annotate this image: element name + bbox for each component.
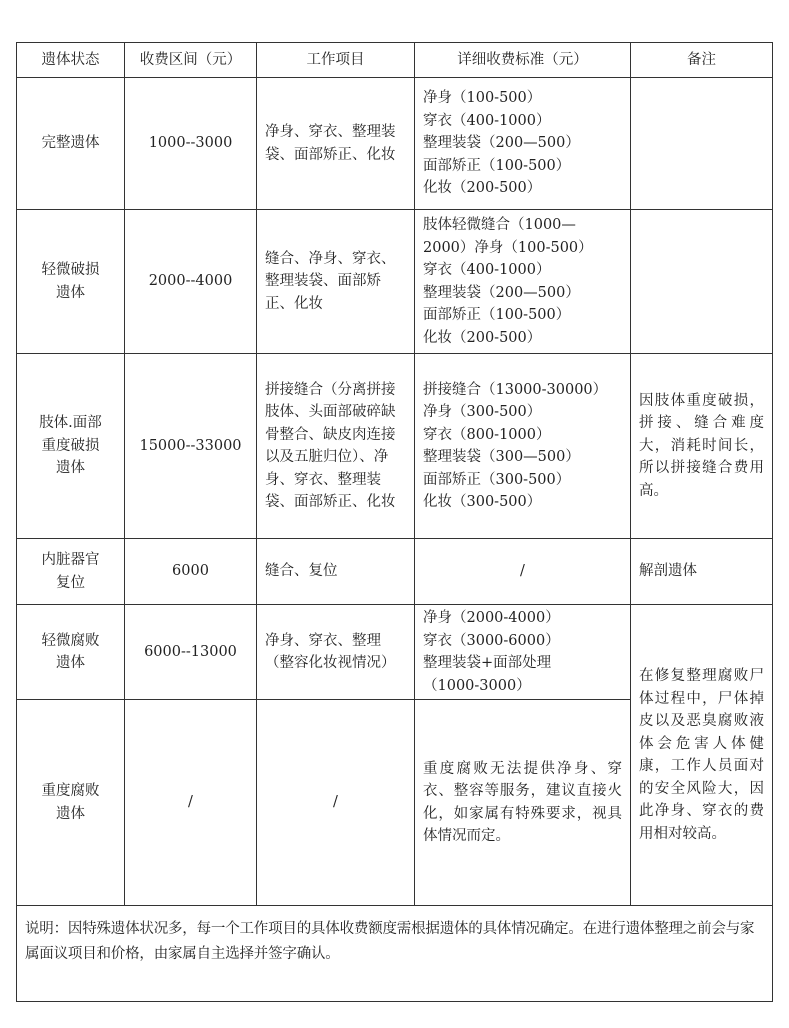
- note-text: 在修复整理腐败尸体过程中，尸体掉皮以及恶臭腐败液体会危害人体健康，工作人员面对的安全风险大，因此净身、穿衣的费用相对较高。: [639, 668, 764, 842]
- status-cell: [17, 539, 125, 605]
- status-line: 轻微腐败: [41, 632, 100, 649]
- work-cell: [257, 354, 415, 539]
- status-line: 轻微破损: [41, 262, 100, 278]
- standard-line: 整理装袋（200—500）: [423, 284, 580, 301]
- standard-line: 净身（2000-4000）: [423, 610, 560, 626]
- standard-line: 整理装袋+面部处理: [423, 655, 552, 671]
- status-line: 遗体: [56, 460, 85, 477]
- status-cell: [17, 605, 125, 700]
- standard-text: 重度腐败无法提供净身、穿衣、整容等服务，建议直接火化，如家属有特殊要求，视具体情况而定。: [423, 760, 622, 844]
- table-row: [17, 354, 773, 539]
- standard-line: 穿衣（400-1000）: [423, 112, 551, 129]
- standard-line: 净身（100-500）: [423, 90, 542, 107]
- standard-line: 穿衣（3000-6000）: [423, 632, 560, 649]
- header-status: 遗体状态: [17, 43, 125, 78]
- work-cell: /: [257, 700, 415, 906]
- status-cell: [17, 354, 125, 539]
- standard-line: 穿衣（400-1000）: [423, 262, 551, 278]
- header-range: 收费区间（元）: [125, 43, 257, 78]
- note-cell: [631, 354, 773, 539]
- standard-cell: /: [415, 539, 631, 605]
- range-cell: /: [125, 700, 257, 906]
- status-line: 肢体.面部: [39, 415, 102, 432]
- work-cell: [257, 78, 415, 210]
- work-text: 拼接缝合（分离拼接肢体、头面部破碎缺骨整合、缺皮肉连接以及五脏归位）、净身、穿衣、整理装袋、面部矫正、化妆: [265, 381, 396, 510]
- header-row: [17, 43, 773, 78]
- note-text: 因肢体重度破损，拼接、缝合难度大，消耗时间长，所以拼接缝合费用高。: [639, 392, 764, 499]
- footer-note: 说明：因特殊遗体状况多，每一个工作项目的具体收费额度需根据遗体的具体情况确定。在进行遗体整理之前会与家属面议项目和价格，由家属自主选择并签字确认。: [25, 920, 755, 962]
- work-cell: [257, 210, 415, 354]
- note-cell: [631, 605, 773, 906]
- header-standard: 详细收费标准（元）: [415, 43, 631, 78]
- standard-cell: [415, 700, 631, 906]
- standard-line: （1000-3000）: [423, 677, 531, 694]
- standard-line: 化妆（300-500）: [423, 494, 542, 510]
- range-cell: 1000--3000: [125, 78, 257, 210]
- standard-line: 穿衣（800-1000）: [423, 426, 551, 443]
- header-note: 备注: [631, 43, 773, 78]
- note-cell: [631, 210, 773, 354]
- table-row: [17, 78, 773, 210]
- note-cell: 解剖遗体: [631, 539, 773, 605]
- work-cell: 缝合、复位: [257, 539, 415, 605]
- table-row: [17, 605, 773, 700]
- status-line: 遗体: [56, 805, 85, 822]
- work-text: 净身、穿衣、整理（整容化妆视情况）: [265, 632, 396, 671]
- status-line: 完整遗体: [41, 135, 100, 152]
- range-cell: 15000--33000: [125, 354, 257, 539]
- standard-line: 净身（300-500）: [423, 404, 542, 420]
- status-cell: [17, 78, 125, 210]
- standard-line: 整理装袋（200—500）: [423, 135, 580, 152]
- header-work: 工作项目: [257, 43, 415, 78]
- standard-line: 面部矫正（100-500）: [423, 307, 571, 323]
- status-cell: [17, 210, 125, 354]
- work-text: 净身、穿衣、整理装袋、面部矫正、化妆: [265, 124, 396, 163]
- status-line: 遗体: [56, 655, 85, 671]
- fee-table: [16, 42, 773, 1002]
- status-line: 复位: [56, 574, 85, 591]
- work-cell: [257, 605, 415, 700]
- status-line: 内脏器官: [41, 552, 100, 568]
- standard-line: 肢体轻微缝合（1000—: [423, 217, 576, 233]
- standard-line: 拼接缝合（13000-30000）: [423, 381, 608, 398]
- status-line: 遗体: [56, 284, 85, 301]
- table-row: [17, 539, 773, 605]
- work-text: 缝合、净身、穿衣、整理装袋、面部矫正、化妆: [265, 250, 396, 312]
- standard-cell: [415, 605, 631, 700]
- standard-cell: [415, 210, 631, 354]
- standard-line: 面部矫正（300-500）: [423, 471, 571, 488]
- status-line: 重度破损: [41, 437, 100, 454]
- table-row: [17, 210, 773, 354]
- standard-line: 2000）净身（100-500）: [423, 239, 593, 256]
- footer-row: [17, 906, 773, 1002]
- range-cell: 6000: [125, 539, 257, 605]
- standard-cell: [415, 78, 631, 210]
- range-cell: 2000--4000: [125, 210, 257, 354]
- footer-note-cell: [17, 906, 773, 1002]
- standard-line: 化妆（200-500）: [423, 180, 542, 197]
- status-cell: [17, 700, 125, 906]
- standard-line: 面部矫正（100-500）: [423, 157, 571, 174]
- standard-line: 整理装袋（300—500）: [423, 449, 580, 465]
- range-cell: 6000--13000: [125, 605, 257, 700]
- standard-cell: [415, 354, 631, 539]
- standard-line: 化妆（200-500）: [423, 329, 542, 346]
- note-cell: [631, 78, 773, 210]
- status-line: 重度腐败: [41, 783, 100, 799]
